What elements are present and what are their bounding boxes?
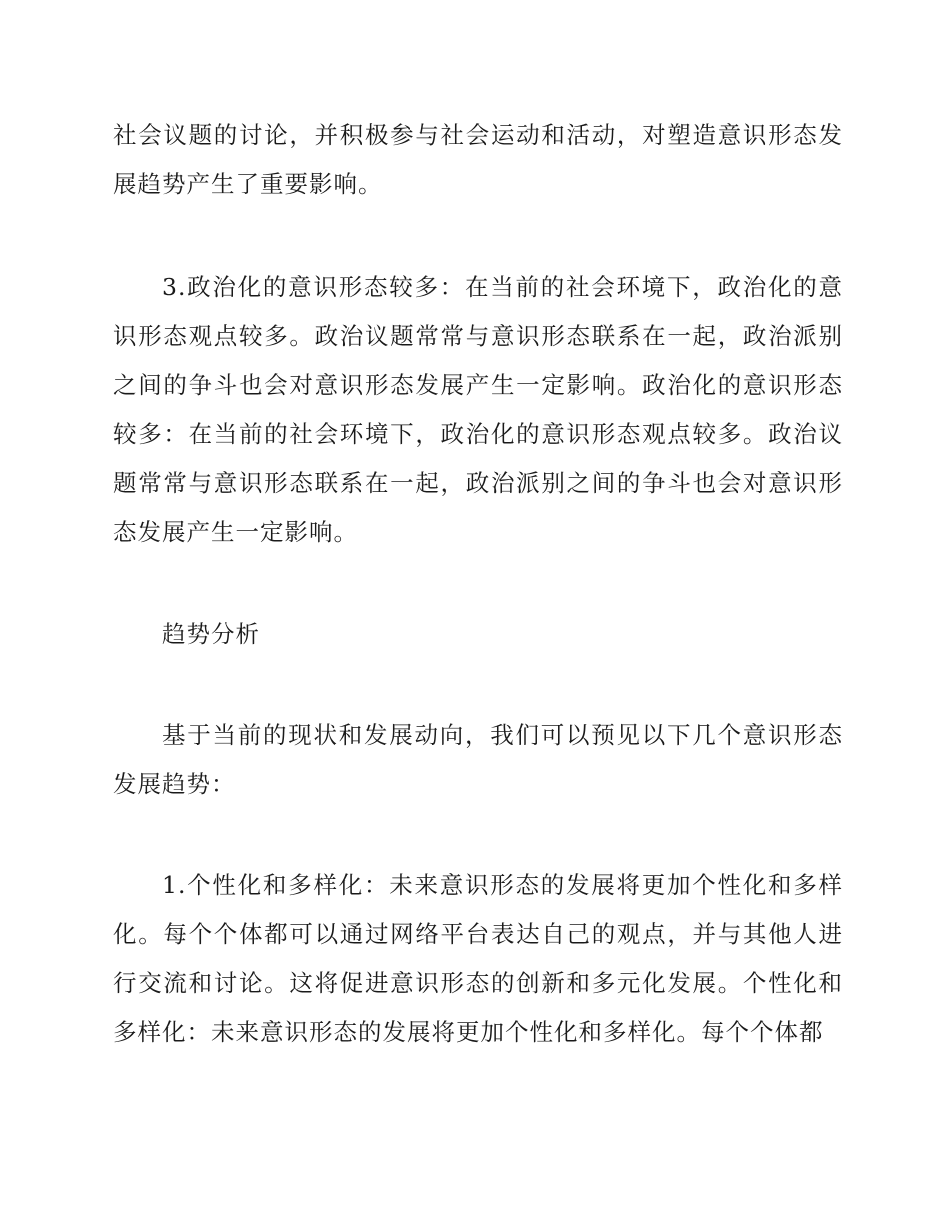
paragraph-point-3: 3.政治化的意识形态较多：在当前的社会环境下，政治化的意识形态观点较多。政治议题常常与意识形态联系在一起，政治派别之间的争斗也会对意识形态发展产生一定影响。政治化的意识形态较多：在当前的社会环境下，政治化的意识形态观点较多。政治议题常常与意识形态联系在一起，政治派别之间的争斗也会对意识形态发展产生一定影响。 [113,273,843,546]
paragraph-continuation: 社会议题的讨论，并积极参与社会运动和活动，对塑造意识形态发展趋势产生了重要影响。 [113,121,843,198]
paragraph-point-1: 1.个性化和多样化：未来意识形态的发展将更加个性化和多样化。每个个体都可以通过网络平台表达自己的观点，并与其他人进行交流和讨论。这将促进意识形态的创新和多元化发展。个性化和多样化：未来意识形态的发展将更加个性化和多样化。每个个体都 [113,871,843,1046]
section-heading: 趋势分析 [162,620,260,648]
paragraph-intro: 基于当前的现状和发展动向，我们可以预见以下几个意识形态发展趋势： [113,721,843,798]
